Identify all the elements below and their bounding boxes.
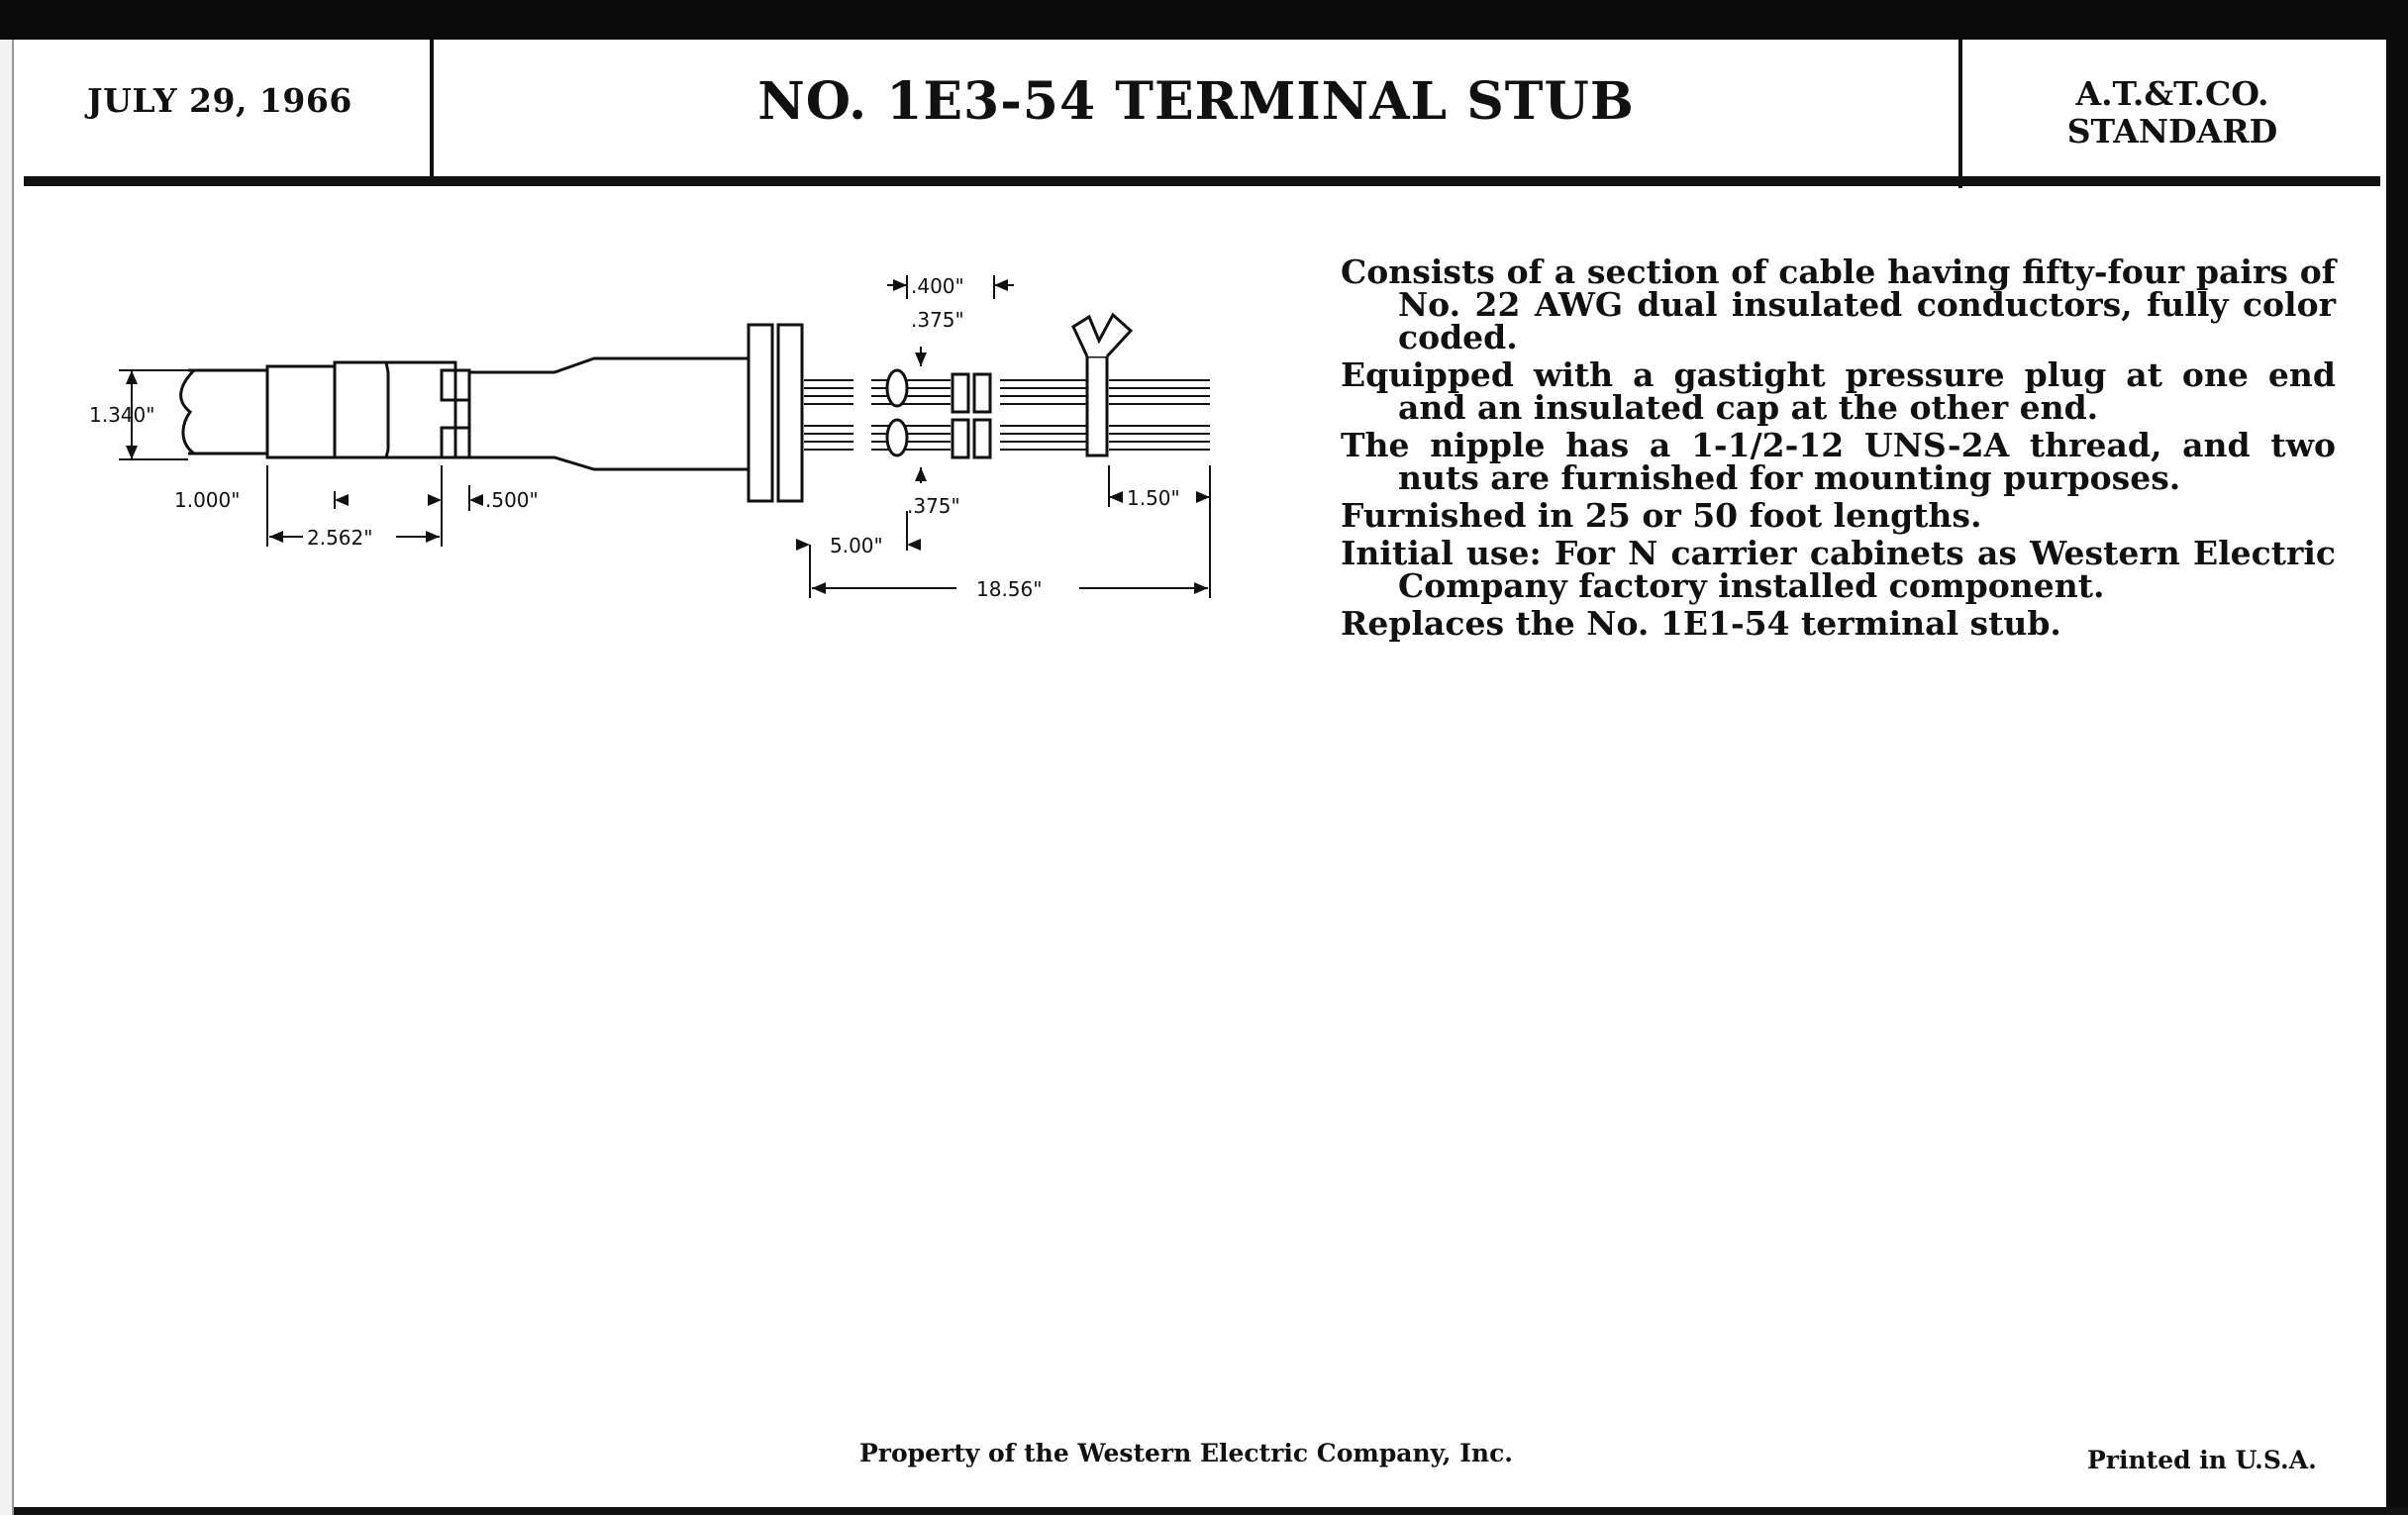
dim-375-top: .375" [911,308,964,332]
description-paragraph: Furnished in 25 or 50 foot lengths. [1341,496,1982,535]
header-divider-right [1958,40,1962,188]
header-rule [24,176,2380,186]
dim-150: 1.50" [1127,486,1180,510]
dim-2562: 2.562" [307,526,373,550]
dim-500: .500" [485,488,539,512]
description-text [1341,252,2336,645]
description-paragraph: The nipple has a 1-1/2-12 UNS-2A thread, and two nuts are furnished for mounting purposes. [1341,426,2336,497]
scan-border-bottom [0,1507,2408,1515]
dim-400: .400" [911,274,964,298]
issue-date: JULY 29, 1966 [87,81,352,120]
scan-border-top [0,0,2408,40]
standard-label [1964,75,2380,151]
header-divider-left [430,40,434,180]
page-title: NO. 1E3-54 TERMINAL STUB [757,71,1635,132]
description-paragraph: Replaces the No. 1E1-54 terminal stub. [1341,604,2061,643]
dim-1000: 1.000" [174,488,241,512]
dim-1856: 18.56" [976,577,1043,601]
scan-border-right [2386,0,2408,1515]
terminal-stub-drawing [69,263,1238,620]
dim-1340: 1.340" [89,403,155,427]
standard-line-2: STANDARD [2066,112,2278,151]
standard-line-1: A.T.&T.CO. [2075,74,2269,113]
footer-printed: Printed in U.S.A. [2087,1446,2317,1474]
footer-property: Property of the Western Electric Company, Inc. [859,1439,1514,1467]
scan-border-left [0,40,14,1515]
description-paragraph: Initial use: For N carrier cabinets as Western Electric Company factory installed component. [1341,534,2336,605]
dim-375-bottom: .375" [907,494,960,518]
description-paragraph: Consists of a section of cable having fifty-four pairs of No. 22 AWG dual insulated conductors, fully color coded. [1341,252,2336,356]
description-paragraph: Equipped with a gastight pressure plug at one end and an insulated cap at the other end. [1341,355,2336,427]
dim-500b: 5.00" [830,534,883,557]
